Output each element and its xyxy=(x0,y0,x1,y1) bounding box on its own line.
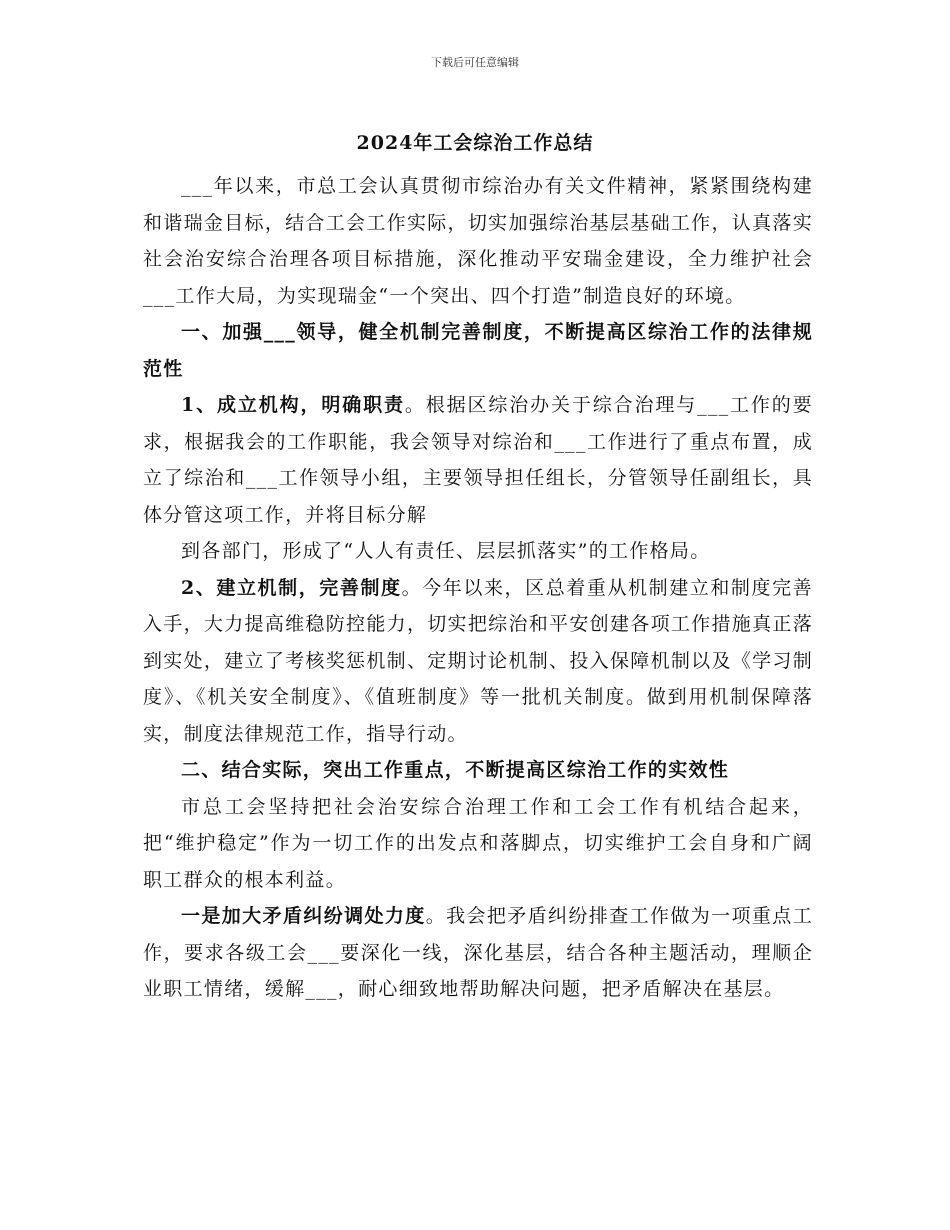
paragraph-establish-mechanism xyxy=(143,570,813,753)
paragraph-establish-organization xyxy=(143,387,813,533)
section-heading-2 xyxy=(143,752,813,789)
paragraph-text: ___年以来，市总工会认真贯彻市综治办有关文件精神，紧紧围绕构建和谐瑞金目标，结合工会工作实际，切实加强综治基层基础工作，认真落实社会治安综合治理各项目标措施，深化推动平安瑞金建设，全力维护社会___工作大局，为实现瑞金“一个突出、四个打造”制造良好的环境。 xyxy=(143,175,813,307)
paragraph-lead: 2、建立机制，完善制度 xyxy=(181,576,402,599)
paragraph-text: 市总工会坚持把社会治安综合治理工作和工会工作有机结合起来，把“维护稳定”作为一切工作的出发点和落脚点，切实维护工会自身和广阔职工群众的根本利益。 xyxy=(143,795,813,891)
section-heading-1 xyxy=(143,314,813,387)
paragraph-text: 到各部门，形成了“人人有责任、层层抓落实”的工作格局。 xyxy=(181,540,711,562)
paragraph-text: 。我会把矛盾纠纷排查工作做为一项重点工作，要求各级工会___要深化一线，深化基层，结合各种主题活动，理顺企业职工情绪，缓解___，耐心细致地帮助解决问题，把矛盾解决在基层。 xyxy=(143,905,814,1000)
paragraph-continuation xyxy=(143,533,813,570)
document-title: 2024年工会综治工作总结 xyxy=(356,132,594,154)
paragraph-stability xyxy=(143,789,813,899)
document-body xyxy=(143,168,813,1008)
paragraph-text: 。今年以来，区总着重从机制建立和制度完善入手，大力提高维稳防控能力，切实把综治和平安创建各项工作措施真正落到实处，建立了考核奖惩机制、定期讨论机制、投入保障机制以及《学习制度》、《机关安全制度》、《值班制度》等一批机关制度。做到用机制保障落实，制度法律规范工作，指导行动。 xyxy=(143,576,813,745)
section-heading-text: 二、结合实际，突出工作重点，不断提高区综治工作的实效性 xyxy=(181,759,730,781)
paragraph-lead: 一是加大矛盾纠纷调处力度 xyxy=(181,905,426,927)
section-heading-text: 一、加强___领导，健全机制完善制度，不断提高区综治工作的法律规范性 xyxy=(143,321,813,380)
paragraph-text: 。根据区综治办关于综合治理与___工作的要求，根据我会的工作职能，我会领导对综治和___工作进行了重点布置，成立了综治和___工作领导小组，主要领导担任组长，分管领导任副组长，具体分管这项工作，并将目标分解 xyxy=(143,394,813,526)
paragraph-intro xyxy=(143,168,813,314)
header-note: 下载后可任意编辑 xyxy=(431,56,519,69)
paragraph-dispute-resolution xyxy=(143,898,813,1008)
paragraph-lead: 1、成立机构，明确职责 xyxy=(181,394,405,416)
